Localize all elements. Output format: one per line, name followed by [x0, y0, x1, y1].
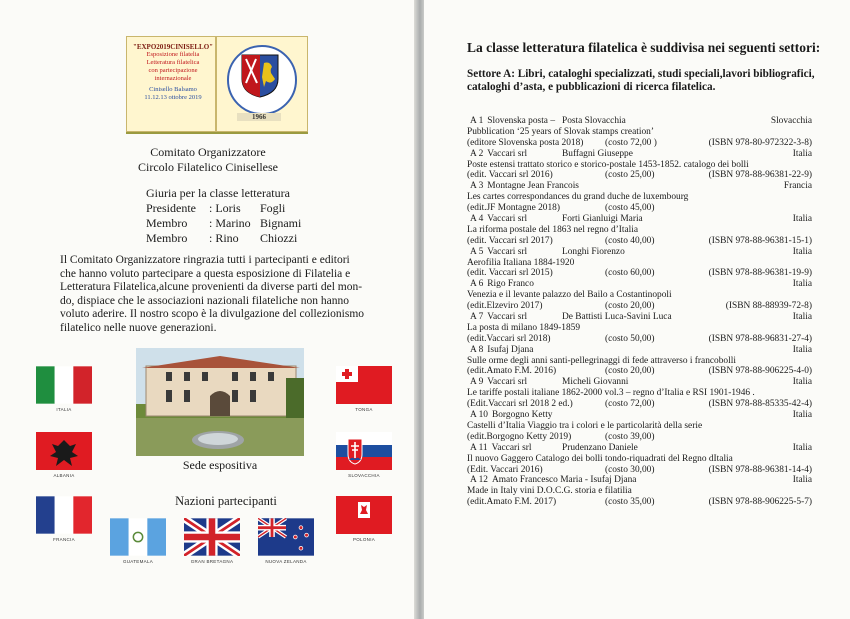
entry-isbn: (ISBN 978-80-972322-3-8) [708, 137, 812, 148]
entry-header-line [467, 279, 812, 290]
sector-line: cataloghi d’asta, e pubblicazioni di ricerca filatelica. [467, 81, 716, 93]
club-emblem [223, 43, 299, 125]
entry-isbn: (ISBN 978-88-96381-15-1) [708, 235, 812, 246]
entry-exhibitor: Borgogno Ketty [491, 410, 553, 421]
thanks-line: filatelico nelle nuove generazioni. [60, 321, 217, 334]
entry-id-exhibitor [467, 312, 527, 323]
entry-header-line [467, 214, 812, 225]
entry-isbn: (ISBN 978-88-85335-42-4) [708, 399, 812, 410]
entry-edition-line [467, 203, 812, 214]
entry-id: A 8 [470, 344, 484, 355]
exhibit-entry [467, 214, 812, 247]
entry-title: La riforma postale del 1863 nel regno d’Italia [467, 224, 639, 235]
entry-id: A 10 [470, 410, 488, 421]
entry-country: Italia [792, 344, 812, 355]
entry-header-line [467, 410, 812, 421]
entry-id-exhibitor [467, 116, 555, 127]
entry-id-exhibitor [467, 279, 534, 290]
entry-title-line [467, 258, 812, 269]
entry-edition: (edit. Vaccari srl 2015) [467, 268, 553, 279]
entry-exhibitor: Montagne Jean Francois [487, 181, 579, 192]
jury-member [146, 201, 301, 216]
entry-header-line [467, 181, 812, 192]
slovakia-flag-icon [336, 432, 392, 470]
entry-id-exhibitor [467, 410, 553, 421]
expo-logo [126, 36, 308, 132]
italy-flag-icon [36, 366, 92, 404]
entry-id: A 4 [470, 214, 484, 225]
committee-club: Circolo Filatelico Cinisellese [138, 160, 278, 174]
entry-isbn: (ISBN 978-88-96381-19-9) [708, 268, 812, 279]
shield-icon [240, 53, 280, 99]
jury-surname: Chiozzi [260, 231, 298, 245]
logo-line: Letteratura filatelica [146, 59, 200, 66]
entry-country: Italia [792, 442, 812, 453]
exhibit-entry [467, 312, 812, 345]
entry-edition-line [467, 170, 812, 181]
entry-title-line [467, 454, 812, 465]
entry-author: Forti Gianluigi Maria [562, 214, 643, 225]
poland-flag-icon [336, 496, 392, 534]
entry-title: Castelli d’Italia Viaggio tra i colori e le particolarità della serie [467, 420, 703, 431]
entry-title-line [467, 388, 812, 399]
entry-title: Made in Italy vini D.O.C.G. storia e filatilia [467, 486, 632, 497]
jury-role: Membro [146, 216, 188, 230]
jury-member [146, 231, 301, 246]
nations-heading: Nazioni partecipanti [175, 494, 277, 508]
albania-flag-icon [36, 432, 92, 470]
thanks-paragraph [60, 254, 380, 336]
entry-edition: (Edit.Vaccari srl 2018 2 ed.) [467, 399, 573, 410]
logo-line: internazionale [154, 75, 192, 82]
new-zealand-flag-icon [258, 518, 314, 556]
entry-id-exhibitor [467, 149, 527, 160]
flag-label: ITALIA [56, 407, 72, 412]
jury-role: Presidente [146, 201, 196, 215]
sector-line: Settore A: Libri, cataloghi specializzati, studi speciali,lavori bibliografici, [467, 68, 815, 80]
section-title: La classe letteratura filatelica è suddivisa nei seguenti settori: [467, 40, 821, 55]
entry-exhibitor: Vaccari srl [487, 312, 528, 323]
jury-block [146, 186, 301, 246]
sector-description [467, 68, 827, 94]
logo-text [131, 43, 215, 102]
entry-exhibitor: Rigo Franco [487, 279, 534, 290]
entry-id: A 12 [470, 475, 488, 486]
tonga-flag-icon [336, 366, 392, 404]
entry-header-line [467, 116, 812, 127]
jury-role: Membro [146, 231, 188, 245]
entry-isbn: (ISBN 978-88-96831-27-4) [708, 333, 812, 344]
entry-author: Posta Slovacchia [562, 116, 626, 126]
entry-id-exhibitor [467, 443, 531, 454]
entry-id: A 9 [470, 377, 484, 388]
entry-id-exhibitor [467, 377, 527, 388]
thanks-line: Letteratura Filatelica,alcune provenienti da diverse parti del mon- [60, 281, 363, 294]
committee-block [0, 145, 416, 175]
entry-isbn: (ISBN 978-88-96381-22-9) [708, 170, 812, 181]
flag-label: TONGA [355, 407, 373, 412]
logo-headline: "EXPO2019CINISELLO" [132, 43, 214, 51]
flag-label: GRAN BRETAGNA [190, 559, 234, 564]
france-flag-icon [36, 496, 92, 534]
entry-edition-line [467, 268, 812, 279]
logo-line: con partecipazione [148, 67, 198, 74]
entry-title: Pubblication ‘25 years of Slovak stamps creation’ [467, 126, 654, 137]
entry-title: Poste estensi trattato storico e storico-postale 1453-1852. catalogo dei bolli [467, 159, 749, 170]
exhibit-entry [467, 377, 812, 410]
thanks-line: voluto aderire. Il nostro scopo è la divulgazione del collezionismo [60, 308, 365, 321]
entry-edition: (edit.Borgogno Ketty 2019) [467, 431, 572, 442]
entry-title-line [467, 192, 812, 203]
entry-author: Longhi Fiorenzo [562, 246, 625, 257]
jury-surname: Fogli [260, 201, 286, 215]
entry-edition: (edit.JF Montagne 2018) [467, 203, 560, 214]
exhibit-entry [467, 149, 812, 182]
flag-label: POLONIA [352, 537, 376, 542]
entry-isbn: (ISBN 978-88-906225-5-7) [708, 497, 812, 508]
entry-exhibitor: Vaccari srl [487, 214, 528, 225]
entry-id-exhibitor [467, 475, 636, 486]
thanks-line: do, dispiace che le associazioni nazionali filateliche non hanno [60, 294, 349, 307]
entry-title-line [467, 160, 812, 171]
entry-exhibitor: Slovenska posta – [487, 116, 556, 126]
entry-edition: (edit.Amato F.M. 2016) [467, 366, 557, 377]
entry-author: De Battisti Luca-Savini Luca [562, 312, 672, 323]
left-page [0, 0, 416, 619]
venue-photo [136, 348, 304, 456]
entry-edition: (edit.Elzeviro 2017) [467, 301, 543, 312]
exhibit-entry [467, 247, 812, 280]
entry-cost: (costo 39,00) [605, 431, 655, 442]
entry-country: Italia [792, 148, 812, 159]
entry-isbn: (ISBN 88-88939-72-8) [725, 301, 812, 312]
entry-title-line [467, 356, 812, 367]
entry-cost: (costo 60,00) [605, 268, 655, 279]
entry-header-line [467, 377, 812, 388]
entry-country: Italia [792, 410, 812, 421]
jury-surname: Bignami [260, 216, 302, 230]
entry-id: A 7 [470, 312, 484, 323]
entry-isbn: (ISBN 978-88-96381-14-4) [708, 464, 812, 475]
entry-author: Micheli Giovanni [562, 377, 629, 388]
logo-line: Esposizione filatelia [146, 51, 200, 58]
entry-id-exhibitor [467, 214, 527, 225]
entry-edition-line [467, 366, 812, 377]
entry-title: La posta di milano 1849-1859 [467, 322, 581, 333]
flag-label: FRANCIA [53, 537, 75, 542]
entry-cost: (costo 50,00) [605, 333, 655, 344]
exhibit-entry [467, 116, 812, 149]
entry-title-line [467, 290, 812, 301]
entry-title-line [467, 225, 812, 236]
entry-author: Prudenzano Daniele [562, 442, 638, 453]
entry-cost: (costo 30,00) [605, 464, 655, 475]
entry-cost: (costo 20,00) [605, 301, 655, 312]
entry-exhibitor: Vaccari srl [487, 246, 528, 257]
entry-title: Venezia e il levante palazzo del Bailo a Costantinopoli [467, 290, 672, 301]
entry-header-line [467, 247, 812, 258]
exhibit-entry [467, 345, 812, 378]
entry-title: Aerofilia Italiana 1884-1920 [467, 257, 575, 268]
entry-id-exhibitor [467, 247, 527, 258]
flag-label: NUOVA ZELANDA [265, 559, 307, 564]
entry-id-exhibitor [467, 181, 579, 192]
right-page [424, 0, 850, 619]
entry-country: Italia [792, 312, 812, 323]
entry-title-line [467, 323, 812, 334]
entry-title-line [467, 486, 812, 497]
thanks-line: che hanno voluto partecipare a questa esposizione di Filatelia e [60, 267, 351, 280]
entry-header-line [467, 312, 812, 323]
entry-edition: (Edit. Vaccari 2016) [467, 464, 543, 475]
entry-exhibitor: Vaccari srl [487, 148, 528, 159]
entry-author: Buffagni Giuseppe [562, 148, 633, 159]
exhibit-entry [467, 475, 812, 508]
entry-header-line [467, 345, 812, 356]
entry-edition-line [467, 465, 812, 476]
exhibit-entry [467, 410, 812, 443]
entry-title: Il nuovo Gaggero Catalogo dei bolli tondo-riquadrati del Regno dItalia [467, 453, 733, 464]
entry-exhibitor: Amato Francesco Maria - Isufaj Djana [491, 475, 637, 486]
entry-title: Les cartes correspondances du grand duche de luxembourg [467, 192, 689, 203]
guatemala-flag-icon [110, 518, 166, 556]
entry-cost: (costo 72,00 ) [605, 137, 657, 148]
entry-edition-line [467, 399, 812, 410]
entry-country: Slovacchia [770, 116, 812, 126]
jury-firstname: : Marino [209, 216, 251, 230]
entry-cost: (costo 72,00) [605, 399, 655, 410]
entry-edition: (editore Slovenska posta 2018) [467, 137, 584, 148]
entry-title: Sulle orme degli anni santi-pellegrinaggi di fede attraverso i francobolli [467, 355, 736, 366]
entry-country: Italia [792, 279, 812, 290]
jury-title: Giuria per la classe letteratura [146, 186, 290, 200]
entry-id: A 2 [470, 148, 484, 159]
flag-label: GUATEMALA [122, 559, 154, 564]
jury-firstname: : Loris [209, 201, 241, 215]
entry-edition-line [467, 236, 812, 247]
entry-cost: (costo 45,00) [605, 203, 655, 214]
entry-header-line [467, 475, 812, 486]
entry-id-exhibitor [467, 345, 533, 356]
entry-id: A 1 [470, 116, 484, 126]
entry-edition: (edit. Vaccari srl 2017) [467, 235, 553, 246]
entry-title-line [467, 421, 812, 432]
jury-firstname: : Rino [209, 231, 239, 245]
exhibit-entry [467, 279, 812, 312]
flag-label: ALBANIA [53, 473, 75, 478]
entry-country: Italia [792, 214, 812, 225]
entry-country: Italia [792, 246, 812, 257]
entry-id: A 5 [470, 246, 484, 257]
entry-cost: (costo 25,00) [605, 170, 655, 181]
entry-country: Italia [792, 377, 812, 388]
emblem-year: 1966 [237, 113, 281, 121]
jury-member [146, 216, 301, 231]
venue-caption: Sede espositiva [182, 458, 258, 472]
entry-edition-line [467, 138, 812, 149]
entry-cost: (costo 20,00) [605, 366, 655, 377]
entry-exhibitor: Vaccari srl [487, 377, 528, 388]
entry-id: A 11 [470, 442, 488, 453]
entry-edition: (edit.Amato F.M. 2017) [467, 497, 557, 508]
logo-dates: 11.12.13 ottobre 2019 [144, 94, 202, 101]
committee-title: Comitato Organizzatore [150, 145, 266, 159]
exhibit-entry [467, 181, 812, 214]
entry-cost: (costo 40,00) [605, 235, 655, 246]
entry-edition-line [467, 334, 812, 345]
entry-isbn: (ISBN 978-88-906225-4-0) [708, 366, 812, 377]
entry-header-line [467, 149, 812, 160]
entry-country: Francia [783, 181, 812, 192]
entry-exhibitor: Vaccari srl [491, 442, 532, 453]
entry-country: Italia [792, 475, 812, 486]
entry-edition-line [467, 432, 812, 443]
entry-edition: (edit. Vaccari srl 2016) [467, 170, 553, 181]
entry-cost: (costo 35,00) [605, 497, 655, 508]
entry-title: Le tariffe postali italiane 1862-2000 vol.3 – regno d’Italia e RSI 1901-1946 . [467, 388, 755, 399]
logo-city: Cinisello Balsamo [149, 86, 197, 93]
entry-edition-line [467, 497, 812, 508]
uk-flag-icon [184, 518, 240, 556]
entries-list [467, 116, 812, 508]
entry-exhibitor: Isufaj Djana [487, 344, 534, 355]
entry-id: A 3 [470, 181, 484, 192]
entry-title-line [467, 127, 812, 138]
entry-header-line [467, 443, 812, 454]
flag-label: SLOVACCHIA [348, 473, 380, 478]
thanks-line: Il Comitato Organizzatore ringrazia tutti i partecipanti e editori [60, 254, 350, 266]
entry-edition-line [467, 301, 812, 312]
logo-book-spine [215, 37, 217, 131]
exhibit-entry [467, 443, 812, 476]
entry-edition: (edit.Vaccari srl 2018) [467, 333, 551, 344]
entry-id: A 6 [470, 279, 484, 290]
